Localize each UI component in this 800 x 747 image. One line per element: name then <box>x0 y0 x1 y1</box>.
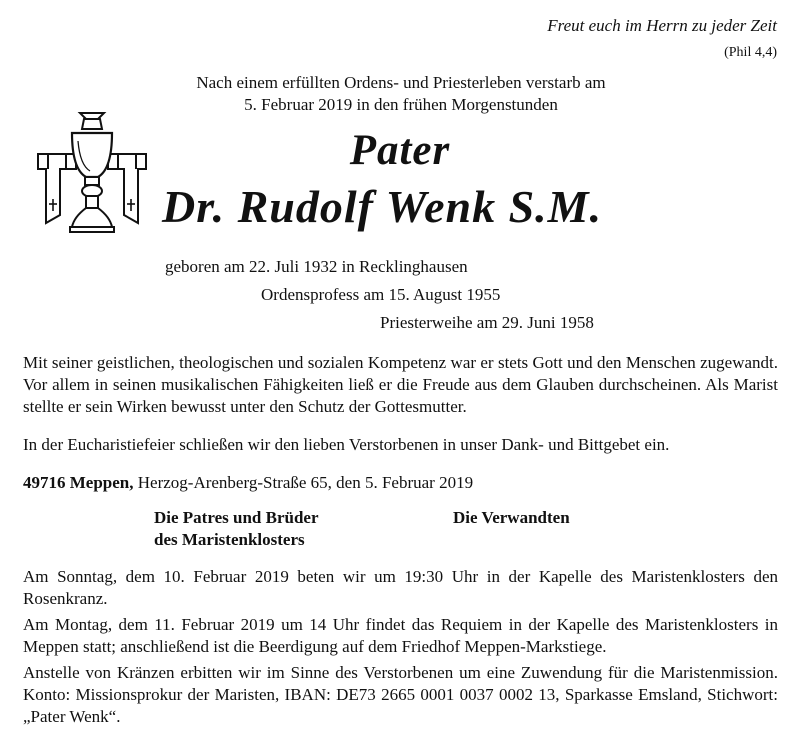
address-date: Herzog-Arenberg-Straße 65, den 5. Februar 2019 <box>133 473 474 492</box>
requiem-notice: Am Montag, dem 11. Februar 2019 um 14 Uhr findet das Requiem in der Kapelle des Maristenklosters in Meppen statt; anschließend ist die Beerdigung auf dem Friedhof Meppen-Markstiege. <box>23 615 778 656</box>
prayer-paragraph: In der Eucharistiefeier schließen wir den lieben Verstorbenen in unser Dank- und Bittgebet ein. <box>23 435 670 454</box>
signatory-relatives: Die Verwandten <box>453 508 570 527</box>
intro-line-1: Nach einem erfüllten Ordens- und Priesterleben verstarb am <box>196 73 606 92</box>
motto-reference: (Phil 4,4) <box>724 45 777 60</box>
title-prefix: Pater <box>349 127 451 174</box>
signatory-monastery-line-1: Die Patres und Brüder <box>154 508 319 527</box>
place-name: 49716 Meppen, <box>23 473 134 492</box>
place-date-line <box>23 472 778 494</box>
signatory-monastery <box>154 507 319 551</box>
deceased-name: Dr. Rudolf Wenk S.M. <box>162 181 603 232</box>
donation-notice: Anstelle von Kränzen erbitten wir im Sinne des Verstorbenen um eine Zuwendung für die Maristenmission. Konto: Missionsprokur der Maristen, IBAN: DE73 2665 0001 0037 0002 13, Sparkasse Emsland, Stichwort: „Pater Wenk“. <box>23 663 778 726</box>
motto: Freut euch im Herrn zu jeder Zeit <box>547 16 777 35</box>
ordination-info: Priesterweihe am 29. Juni 1958 <box>380 313 594 332</box>
rosary-notice: Am Sonntag, dem 10. Februar 2019 beten wir um 19:30 Uhr in der Kapelle des Maristenklosters den Rosenkranz. <box>23 567 778 608</box>
profession-info: Ordensprofess am 15. August 1955 <box>261 285 501 304</box>
intro-line-2: 5. Februar 2019 in den frühen Morgenstunden <box>244 95 558 114</box>
birth-info: geboren am 22. Juli 1932 in Recklinghausen <box>165 257 468 276</box>
signatory-monastery-line-2: des Maristenklosters <box>154 530 305 549</box>
tribute-paragraph: Mit seiner geistlichen, theologischen und sozialen Kompetenz war er stets Gott und den Menschen zugewandt. Vor allem in seinen musikalischen Fähigkeiten ließ er die Freude aus dem Glauben durchscheinen. Als Marist stellte er sein Wirken bewusst unter den Schutz der Gottesmutter. <box>23 353 778 416</box>
